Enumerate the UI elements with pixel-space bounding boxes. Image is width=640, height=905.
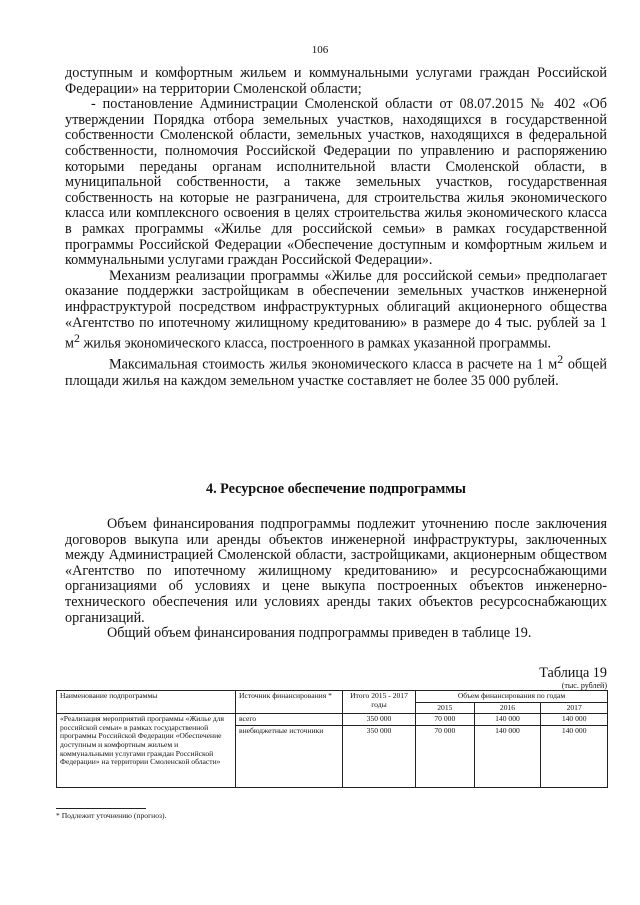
header-source: Источник финансирования *: [236, 691, 343, 714]
program-name-cell: «Реализация мероприятий программы «Жилье для российской семьи» в рамках государственной программы Российской Федерации «Обеспечение доступным и комфортным жильем и коммунальными услугами граждан Российской Федерации» на территории Смоленской области»: [57, 714, 236, 788]
table-caption: Таблица 19: [539, 665, 607, 681]
paragraph-text: Максимальная стоимость жилья экономического класса в расчете на 1 м: [109, 357, 558, 374]
source-cell: всего: [236, 714, 343, 726]
paragraph: Объем финансирования подпрограммы подлежит уточнению после заключения договоров выкупа или аренды объектов инженерной инфраструктуры, заключенных между Администрацией Смоленской области, застройщиками, акционерным обществом «Агентство по ипотечному жилищному кредитованию» и ресурсоснабжающими организациями об условиях и цене выкупа построенных объектов инженерно-технического обеспечения или условиях аренды таких объектов ресурсоснабжающих организаций.: [65, 516, 607, 626]
year-2015-cell: 70 000: [416, 725, 475, 787]
header-year-2016: 2016: [474, 702, 541, 714]
table-units: (тыс. рублей): [561, 681, 607, 690]
year-2016-cell: 140 000: [474, 725, 541, 787]
page-number: 106: [311, 44, 329, 56]
paragraph: - постановление Администрации Смоленской области от 08.07.2015 № 402 «Об утверждении Порядка отбора земельных участков, находящихся в государственной собственности Смоленской области, земельных участков, находящихся в федеральной собственности, полномочия Российской Федерации по управлению и распоряжению которыми переданы органам исполнительной власти Смоленской области, в муниципальной собственности, а также земельных участков, государственная собственность на которые не разграничена, для строительства жилья экономического класса или комплексного освоения в целях строительства жилья экономического класса в рамках программы «Жилье для российской семьи» в рамках государственной программы Российской Федерации «Обеспечение доступным и комфортным жильем и коммунальными услугами граждан Российской Федерации».: [65, 96, 607, 269]
header-year-2017: 2017: [541, 702, 608, 714]
financing-table: [56, 690, 608, 788]
paragraph: [65, 352, 607, 389]
header-total: Итого 2015 - 2017 годы: [343, 691, 416, 714]
header-year-2015: 2015: [416, 702, 475, 714]
paragraph: доступным и комфортным жильем и коммунальными услугами граждан Российской Федерации» на территории Смоленской области;: [65, 65, 607, 97]
section-heading: 4. Ресурсное обеспечение подпрограммы: [205, 481, 467, 497]
body-text: [65, 66, 607, 389]
paragraph-text: Механизм реализации программы «Жилье для российской семьи» предполагает оказание поддержки застройщикам в обеспечении земельных участков инженерной инфраструктурой посредством инфраструктурных облигаций акционерного общества «Агентство по ипотечному жилищному кредитованию» в размере до 4 тыс. рублей за 1 м: [65, 267, 607, 352]
section-text: [65, 517, 607, 642]
source-cell: внебюджетные источники: [236, 725, 343, 787]
superscript: 2: [557, 352, 564, 367]
footnote-rule: [56, 808, 146, 809]
year-2017-cell: 140 000: [541, 714, 608, 726]
paragraph: [65, 269, 607, 353]
table-row: [57, 714, 608, 726]
paragraph-text: жилья экономического класса, построенного в рамках указанной программы.: [79, 335, 552, 352]
header-by-year: Объем финансирования по годам: [416, 691, 608, 703]
table-header-row: [57, 691, 608, 703]
paragraph: Общий объем финансирования подпрограммы приведен в таблице 19.: [107, 625, 532, 642]
header-name: Наименование подпрограммы: [57, 691, 236, 714]
total-cell: 350 000: [343, 714, 416, 726]
superscript: 2: [73, 331, 80, 346]
year-2016-cell: 140 000: [474, 714, 541, 726]
paragraph-text: общей площади жилья на каждом земельном участке составляет не более 35 000 рублей.: [65, 357, 607, 389]
year-2015-cell: 70 000: [416, 714, 475, 726]
footnote: * Подлежит уточнению (прогноз).: [56, 811, 167, 820]
year-2017-cell: 140 000: [541, 725, 608, 787]
total-cell: 350 000: [343, 725, 416, 787]
